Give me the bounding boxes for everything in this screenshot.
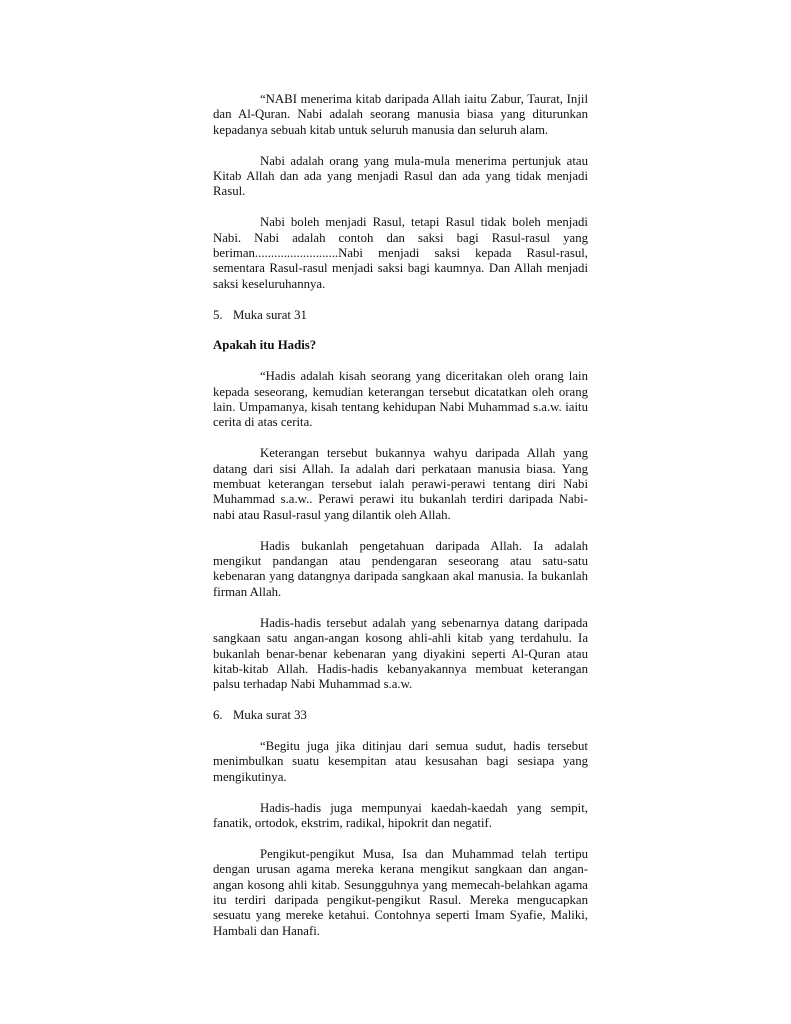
paragraph-kesempitan: “Begitu juga jika ditinjau dari semua sudut, hadis tersebut menimbulkan suatu kesempitan atau kesusahan bagi sesiapa yang mengikutinya. <box>213 738 588 784</box>
paragraph-hadis-wahyu: Keterangan tersebut bukannya wahyu daripada Allah yang datang dari sisi Allah. Ia adalah dari perkataan manusia biasa. Yang membuat keterangan tersebut ialah perawi-perawi tentang diri Nabi Muhammad s.a.w.. Perawi perawi itu bukanlah terdiri daripada Nabi-nabi atau Rasul-rasul yang dilantik oleh Allah. <box>213 446 588 522</box>
document-page <box>213 92 588 955</box>
list-item-5 <box>213 308 588 323</box>
paragraph-hadis-pengetahuan: Hadis bukanlah pengetahuan daripada Allah. Ia adalah mengikut pandangan atau pendengaran seseorang atau satu-satu kebenaran yang datangnya daripada sangkaan akal manusia. Ia bukanlah firman Allah. <box>213 538 588 599</box>
paragraph-nabi-kitab: “NABI menerima kitab daripada Allah iaitu Zabur, Taurat, Injil dan Al-Quran. Nabi adalah seorang manusia biasa yang diturunkan kepadanya sebuah kitab untuk seluruh manusia dan seluruh alam. <box>213 92 588 137</box>
section-heading: Apakah itu Hadis? <box>213 338 317 353</box>
paragraph-kaedah: Hadis-hadis juga mempunyai kaedah-kaedah yang sempit, fanatik, ortodok, ekstrim, radikal, hipokrit dan negatif. <box>213 800 588 830</box>
list-item-6 <box>213 708 588 723</box>
list-number: 6. <box>213 708 223 723</box>
paragraph-nabi-pertunjuk: Nabi adalah orang yang mula-mula menerima pertunjuk atau Kitab Allah dan ada yang menjadi Rasul dan ada yang tidak menjadi Rasul. <box>213 153 588 199</box>
paragraph-hadis-definition: “Hadis adalah kisah seorang yang diceritakan oleh orang lain kepada seseorang, kemudian keterangan tersebut dicatatkan oleh orang lain. Umpamanya, kisah tentang kehidupan Nabi Muhammad s.a.w. iaitu cerita di atas cerita. <box>213 369 588 430</box>
list-number: 5. <box>213 307 223 322</box>
paragraph-hadis-sangkaan: Hadis-hadis tersebut adalah yang sebenarnya datang daripada sangkaan satu angan-angan kosong ahli-ahli kitab yang terdahulu. Ia bukanlah benar-benar kebenaran yang diyakini seperti Al-Quran atau kitab-kitab Allah. Hadis-hadis kebanyakannya membuat keterangan palsu terhadap Nabi Muhammad s.a.w. <box>213 615 588 692</box>
list-label: Muka surat 31 <box>233 307 307 322</box>
paragraph-pengikut: Pengikut-pengikut Musa, Isa dan Muhammad telah tertipu dengan urusan agama mereka kerana mengikut sangkaan dan angan-angan kosong ahli kitab. Sesungguhnya yang memecah-belahkan agama itu terdiri daripada pengikut-pengikut Rasul. Mereka mengucapkan sesuatu yang mereke ketahui. Contohnya seperti Imam Syafie, Maliki, Hambali dan Hanafi. <box>213 846 588 938</box>
paragraph-nabi-rasul: Nabi boleh menjadi Rasul, tetapi Rasul tidak boleh menjadi Nabi. Nabi adalah contoh dan saksi bagi Rasul-rasul yang beriman..........................Nabi menjadi saksi kepada Rasul-rasul, sementara Rasul-rasul menjadi saksi bagi kaumnya. Dan Allah menjadi saksi keseluruhannya. <box>213 215 588 291</box>
list-label: Muka surat 33 <box>233 708 307 723</box>
